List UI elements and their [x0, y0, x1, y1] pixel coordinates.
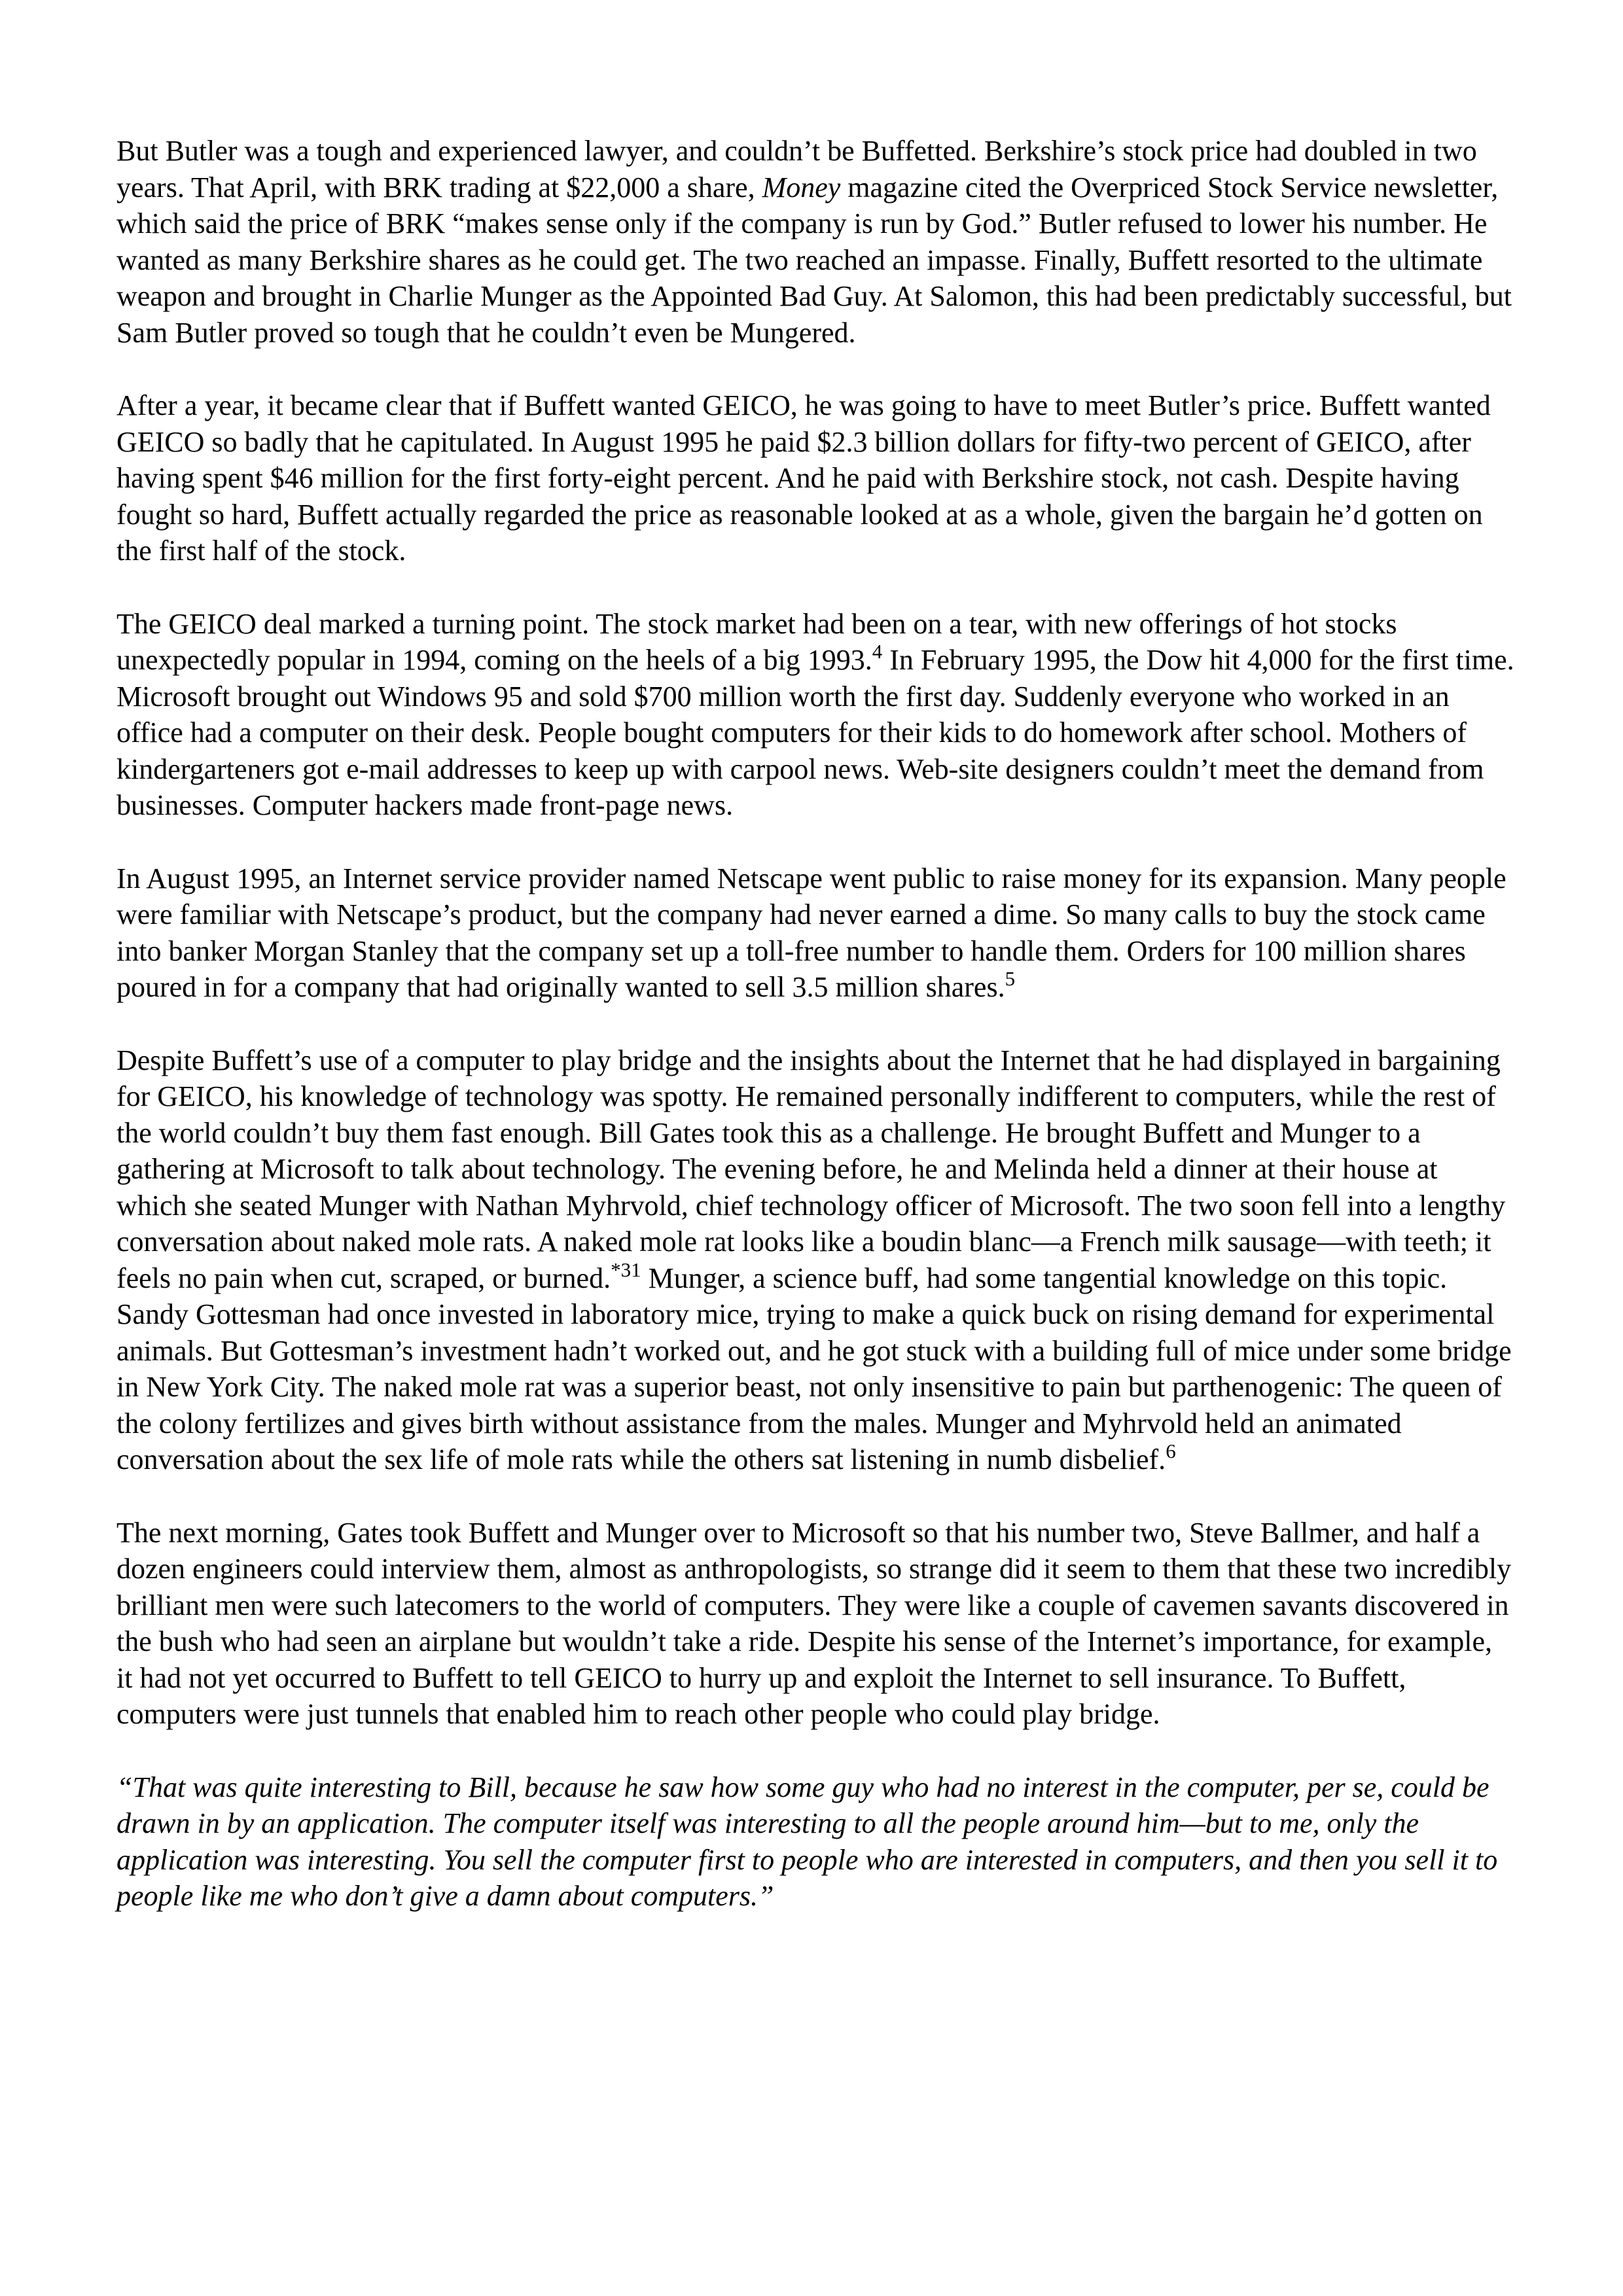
text-run: magazine cited the Overpriced Stock Service newsletter, which said the price of BRK “makes sense only if the company is run by God.” Butler refused to lower his number. He wanted as many Berkshire shares as he could get. The two reached an impasse. Finally, Buffett resorted to the ultimate weapon and brought in Charlie Munger as the Appointed Bad Guy. At Salomon, this had been predictably successful, but Sam Butler proved so tough that he couldn’t even be Mungered. [116, 171, 1512, 349]
body-paragraph [116, 860, 1514, 1006]
text-run: Despite Buffett’s use of a computer to play bridge and the insights about the Internet that he had displayed in bargaining for GEICO, his knowledge of technology was spotty. He remained personally indifferent to computers, while the rest of the world couldn’t buy them fast enough. Bill Gates took this as a challenge. He brought Buffett and Munger to a gathering at Microsoft to talk about technology. The evening before, he and Melinda held a dinner at their house at which she seated Munger with Nathan Myhrvold, chief technology officer of Microsoft. The two soon fell into a lengthy conversation about naked mole rats. A naked mole rat looks like a boudin blanc—a French milk sausage—with teeth; it feels no pain when cut, scraped, or burned. [116, 1044, 1506, 1294]
text-run: “That was quite interesting to Bill, because he saw how some guy who had no interest in the computer, per se, could be drawn in by an application. The computer itself was interesting to all the people around him—but to me, only the application was interesting. You sell the computer first to people who are interested in computers, and then you sell it to people like me who don’t give a damn about computers.” [116, 1771, 1498, 1912]
text-run: But Butler was a tough and experienced lawyer, and couldn’t be Buffetted. Berkshire’s stock price had doubled in two years. That April, with BRK trading at $22,000 a share, [116, 135, 1477, 203]
text-run: In August 1995, an Internet service provider named Netscape went public to raise money for its expansion. Many people were familiar with Netscape’s product, but the company had never earned a dime. So many calls to buy the stock came into banker Morgan Stanley that the company set up a toll-free number to handle them. Orders for 100 million shares poured in for a company that had originally wanted to sell 3.5 million shares. [116, 862, 1507, 1003]
text-run: In February 1995, the Dow hit 4,000 for the first time. Microsoft brought out Windows 95 and sold $700 million worth the first day. Suddenly everyone who worked in an office had a computer on their desk. People bought computers for their kids to do homework after school. Mothers of kindergarteners got e-mail addresses to keep up with carpool news. Web-site designers couldn’t meet the demand from businesses. Computer hackers made front-page news. [116, 644, 1514, 821]
document-page [116, 133, 1514, 1951]
body-paragraph [116, 133, 1514, 351]
italic-title: Money [762, 171, 841, 203]
body-paragraph [116, 387, 1514, 569]
body-paragraph [116, 1042, 1514, 1478]
footnote-marker: 6 [1166, 1439, 1176, 1462]
text-run: After a year, it became clear that if Buffett wanted GEICO, he was going to have to meet Butler’s price. Buffett wanted GEICO so badly that he capitulated. In August 1995 he paid $2.3 billion dollars for fifty-two percent of GEICO, after having spent $46 million for the first forty-eight percent. And he paid with Berkshire stock, not cash. Despite having fought so hard, Buffett actually regarded the price as reasonable looked at as a whole, given the bargain he’d gotten on the first half of the stock. [116, 389, 1491, 567]
text-run: The next morning, Gates took Buffett and Munger over to Microsoft so that his number two, Steve Ballmer, and half a dozen engineers could interview them, almost as anthropologists, so strange did it seem to them that these two incredibly brilliant men were such latecomers to the world of computers. They were like a couple of cavemen savants discovered in the bush who had seen an airplane but wouldn’t take a ride. Despite his sense of the Internet’s importance, for example, it had not yet occurred to Buffett to tell GEICO to hurry up and exploit the Internet to sell insurance. To Buffett, computers were just tunnels that enabled him to reach other people who could play bridge. [116, 1516, 1512, 1730]
footnote-marker: 5 [1005, 966, 1016, 990]
footnote-marker: *31 [611, 1258, 641, 1281]
footnote-marker: 4 [872, 639, 883, 663]
body-paragraph [116, 606, 1514, 824]
text-run: Munger, a science buff, had some tangential knowledge on this topic. Sandy Gottesman had once invested in laboratory mice, trying to make a quick buck on rising demand for experimental animals. But Gottesman’s investment hadn’t worked out, and he got stuck with a building full of mice under some bridge in New York City. The naked mole rat was a superior beast, not only insensitive to pain but parthenogenic: The queen of the colony fertilizes and gives birth without assistance from the males. Munger and Myhrvold held an animated conversation about the sex life of mole rats while the others sat listening in numb disbelief. [116, 1262, 1512, 1475]
text-run: The GEICO deal marked a turning point. The stock market had been on a tear, with new offerings of hot stocks unexpectedly popular in 1994, coming on the heels of a big 1993. [116, 607, 1397, 676]
block-quote [116, 1769, 1514, 1915]
body-paragraph [116, 1515, 1514, 1733]
